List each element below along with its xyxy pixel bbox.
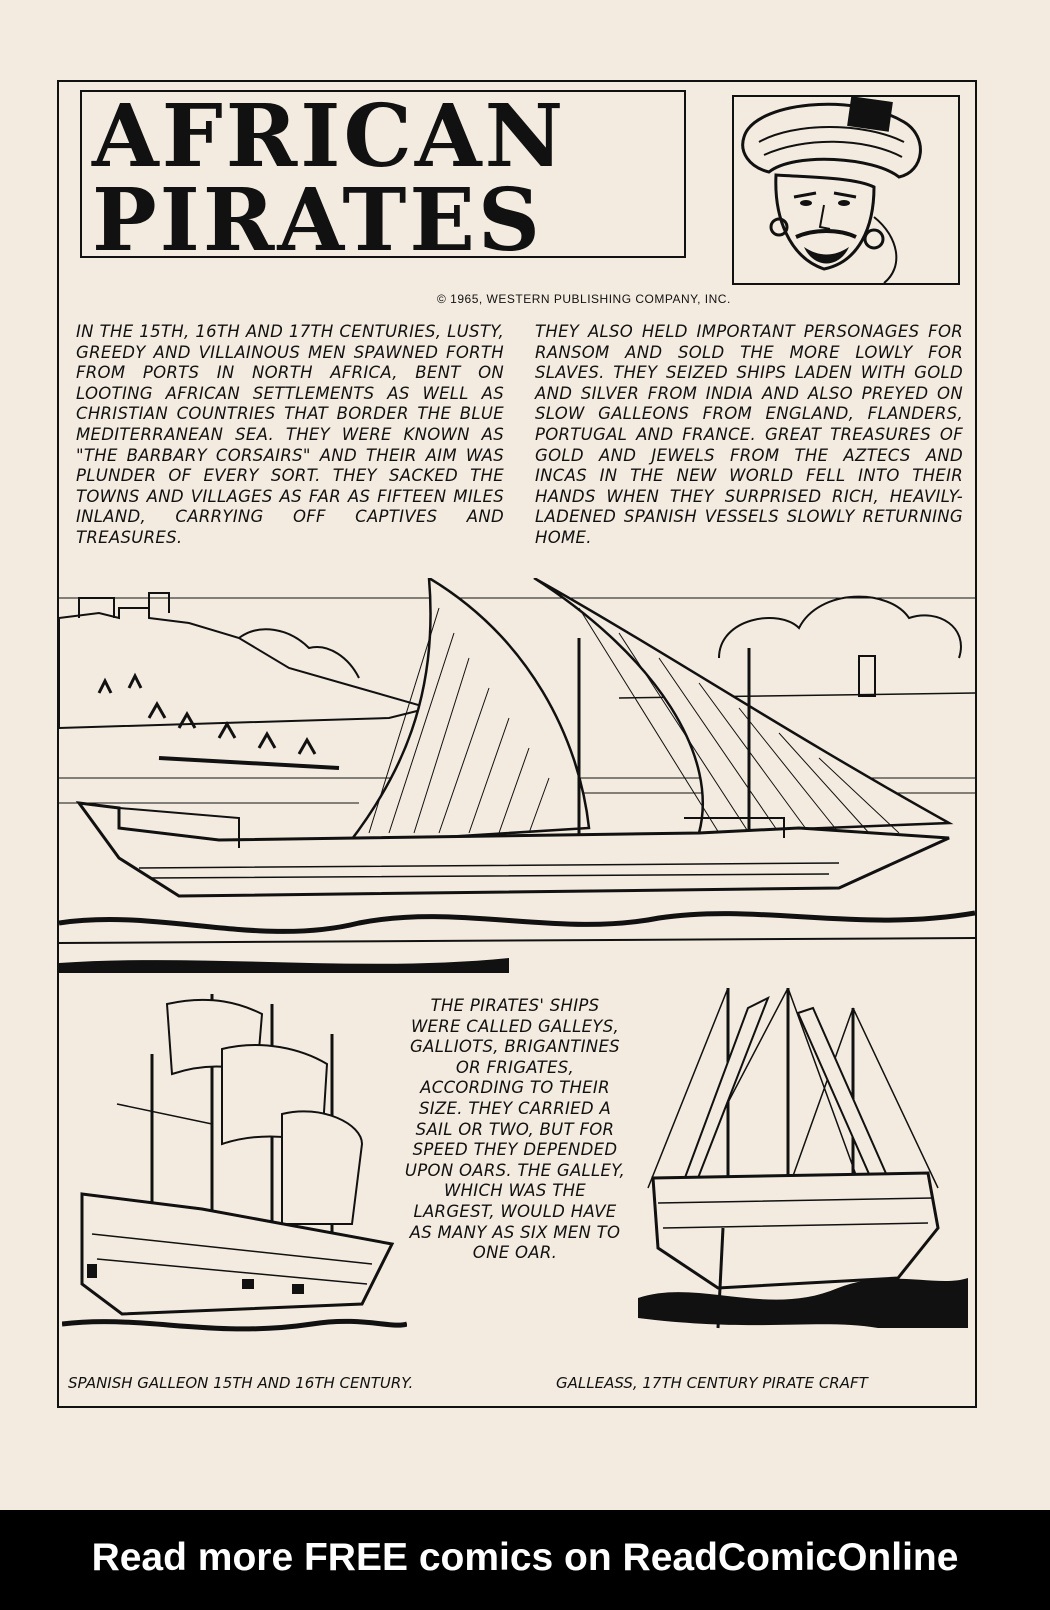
title-line-2: PIRATES xyxy=(92,170,544,271)
promo-banner-text[interactable]: Read more FREE comics on ReadComicOnline xyxy=(91,1536,959,1579)
promo-banner[interactable] xyxy=(0,1510,1050,1610)
galleass-illustration xyxy=(638,988,968,1348)
pirate-face-illustration xyxy=(734,97,958,283)
galley-scene-illustration xyxy=(59,578,975,998)
title-line-1: AFRICAN xyxy=(92,86,567,187)
text-column-left: IN THE 15TH, 16TH AND 17TH CENTURIES, LUSTY, GREEDY AND VILLAINOUS MEN SPAWNED FORTH FROM PORTS IN NORTH AFRICA, BENT ON LOOTING AFRICAN SETTLEMENTS AS WELL AS CHRISTIAN COUNTRIES THAT BORDER THE BLUE MEDITERRANEAN SEA. THEY WERE KNOWN AS "THE BARBARY CORSAIRS" AND THEIR AIM WAS PLUNDER OF EVERY SORT. THEY SACKED THE TOWNS AND VILLAGES AS FAR AS FIFTEEN MILES INLAND, CARRYING OFF CAPTIVES AND TREASURES. xyxy=(76,322,504,547)
caption-galleass: GALLEASS, 17TH CENTURY PIRATE CRAFT xyxy=(556,1374,868,1392)
pirate-portrait xyxy=(732,95,960,285)
caption-spanish-galleon: SPANISH GALLEON 15TH AND 16TH CENTURY. xyxy=(68,1374,414,1392)
text-column-right: THEY ALSO HELD IMPORTANT PERSONAGES FOR RANSOM AND SOLD THE MORE LOWLY FOR SLAVES. THEY SEIZED SHIPS LADEN WITH GOLD AND SILVER FROM INDIA AND ALSO PREYED ON SLOW GALLEONS FROM ENGLAND, FLANDERS, PORTUGAL AND FRANCE. GREAT TREASURES OF GOLD AND JEWELS FROM THE AZTECS AND INCAS IN THE NEW WORLD FELL INTO THEIR HANDS WHEN THEY SURPRISED RICH, HEAVILY-LADENED SPANISH VESSELS SLOWLY RETURNING HOME. xyxy=(535,322,963,547)
copyright-notice: © 1965, WESTERN PUBLISHING COMPANY, INC. xyxy=(437,292,731,306)
title-box xyxy=(80,86,686,271)
spanish-galleon-illustration xyxy=(62,994,407,1349)
middle-text: THE PIRATES' SHIPS WERE CALLED GALLEYS, GALLIOTS, BRIGANTINES OR FRIGATES, ACCORDING TO THEIR SIZE. THEY CARRIED A SAIL OR TWO, BUT FOR SPEED THEY DEPENDED UPON OARS. THE GALLEY, WHICH WAS THE LARGEST, WOULD HAVE AS MANY AS SIX MEN TO ONE OAR. xyxy=(404,996,626,1263)
